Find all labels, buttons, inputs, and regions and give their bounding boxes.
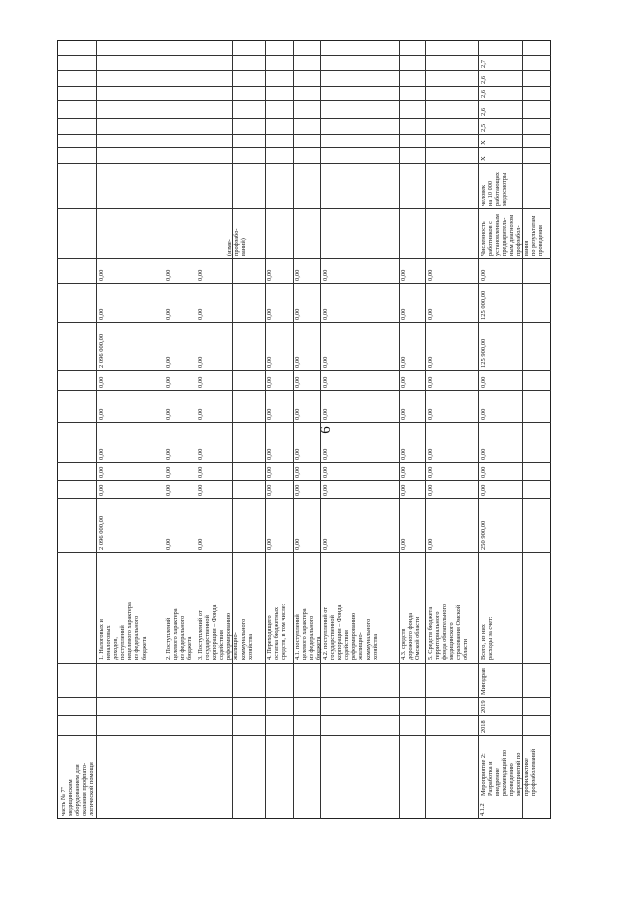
source-value: 0,00 <box>322 448 329 460</box>
row-line <box>57 735 551 736</box>
source-value: 0,00 <box>294 376 301 388</box>
measure-total-value: 0,00 <box>480 448 487 460</box>
source-value: 0,00 <box>197 269 204 281</box>
source-value: 0,00 <box>266 538 273 550</box>
source-value: 0,00 <box>400 538 407 550</box>
source-label: 5. Средств бюджета территориального фонда обязательного медицинского страхования Омской области <box>427 603 470 660</box>
source-label: 4.1. поступлений целевого характера из федерального бюджета <box>294 608 322 660</box>
part-header: часть № 7" медицинским оборудованием для оказания профпато- логической помощи <box>60 762 96 816</box>
column-line <box>425 40 426 819</box>
indicator-name: Численность работников с установленным предваритель- ным диагнозом профзабол- вания по результатам проведения <box>480 214 544 256</box>
source-value: 0,00 <box>266 448 273 460</box>
source-value: 0,00 <box>197 356 204 368</box>
source-value: 0,00 <box>322 538 329 550</box>
row-line <box>57 370 551 371</box>
measure-total-value: 0,00 <box>480 484 487 496</box>
source-value: 0,00 <box>294 538 301 550</box>
measure-total-value: 250 900,00 <box>480 520 487 550</box>
source-value: 0,00 <box>322 466 329 478</box>
indicator-value: 2,6 <box>480 107 487 116</box>
source-value: 0,00 <box>165 408 172 420</box>
measure-total-value: 0,00 <box>480 466 487 478</box>
source-value: 0,00 <box>165 376 172 388</box>
source-value: 0,00 <box>98 269 105 281</box>
source-value: 0,00 <box>294 466 301 478</box>
measure-number: 4.1.2 <box>479 803 486 816</box>
source-value: 0,00 <box>400 376 407 388</box>
source-value: 0,00 <box>427 308 434 320</box>
source-value: 2 096 000,00 <box>98 515 105 550</box>
source-value: 0,00 <box>165 308 172 320</box>
measure-executor: Минздрав <box>480 668 487 695</box>
measure-total-value: 125 000,00 <box>480 290 487 320</box>
row-line <box>57 422 551 423</box>
source-value: 0,00 <box>266 376 273 388</box>
source-value: 0,00 <box>98 376 105 388</box>
source-value: 0,00 <box>165 356 172 368</box>
source-value: 0,00 <box>98 448 105 460</box>
source-label: 1. Налоговых и неналоговых доходов, поступлений нецелевого характера из федерального бюджета <box>98 602 148 660</box>
measure-total-value: 0,00 <box>480 269 487 281</box>
column-line <box>293 40 294 819</box>
measure-title: Мероприятие 2: Разработка и внедрение рекомендаций по проведению мероприятий по профилактике профзаболеваний <box>480 748 537 796</box>
source-value: 0,00 <box>427 466 434 478</box>
source-value: 0,00 <box>266 308 273 320</box>
row-line <box>57 55 551 56</box>
source-value: 0,00 <box>294 448 301 460</box>
source-value: 0,00 <box>266 408 273 420</box>
row-line <box>57 697 551 698</box>
indicator-value: 2,6 <box>480 75 487 84</box>
source-label: 4. Переходящего остатка бюджетных средств, в том числе: <box>266 603 288 660</box>
row-line <box>57 86 551 87</box>
source-value: 0,00 <box>165 269 172 281</box>
source-value: 0,00 <box>322 484 329 496</box>
source-value: 0,00 <box>427 408 434 420</box>
source-value: 0,00 <box>400 269 407 281</box>
source-label: 3. Поступлений от государственной корпорации – Фонда содействия реформированию жилищно- коммунального хозяйства <box>197 604 254 660</box>
source-value: 0,00 <box>400 448 407 460</box>
row-line <box>57 258 551 259</box>
row-line <box>57 552 551 553</box>
column-line <box>265 40 266 819</box>
row-line <box>57 70 551 71</box>
source-value: 0,00 <box>197 408 204 420</box>
measure-total-value: 0,00 <box>480 408 487 420</box>
source-value: 0,00 <box>427 269 434 281</box>
source-value: 0,00 <box>427 376 434 388</box>
indicator-unit: человек на 10 000 работающих медосмотры <box>480 172 509 206</box>
column-line <box>522 40 523 819</box>
source-value: 0,00 <box>165 538 172 550</box>
page-number: 6 <box>318 426 334 434</box>
column-line <box>399 40 400 819</box>
row-line <box>57 147 551 148</box>
source-value: 0,00 <box>400 308 407 320</box>
source-value: 0,00 <box>322 308 329 320</box>
source-value: 0,00 <box>266 269 273 281</box>
source-value: 0,00 <box>294 308 301 320</box>
source-value: 0,00 <box>266 356 273 368</box>
source-value: 0,00 <box>322 408 329 420</box>
row-line <box>57 322 551 323</box>
indicator-value: 2,6 <box>480 89 487 98</box>
source-label: 4.2. поступлений от государственной корпорации – Фонда содействия реформированию жилищно- коммунального хозяйства <box>322 604 379 660</box>
source-value: 0,00 <box>400 466 407 478</box>
source-value: 0,00 <box>98 466 105 478</box>
source-value: 0,00 <box>165 484 172 496</box>
source-value: 0,00 <box>98 308 105 320</box>
source-value: 0,00 <box>98 484 105 496</box>
source-value: 0,00 <box>322 376 329 388</box>
source-value: 0,00 <box>197 308 204 320</box>
source-value: 0,00 <box>98 408 105 420</box>
column-line <box>320 40 321 819</box>
source-value: 0,00 <box>427 356 434 368</box>
source-value: 0,00 <box>400 356 407 368</box>
row-line <box>57 663 551 664</box>
measure-total-value: 125 900,00 <box>480 338 487 368</box>
source-value: 0,00 <box>400 484 407 496</box>
measure-year-start: 2018 <box>480 720 487 733</box>
measure-year-end: 2019 <box>480 700 487 713</box>
source-value: 0,00 <box>197 448 204 460</box>
row-line <box>57 283 551 284</box>
column-line <box>232 40 233 819</box>
source-value: 0,00 <box>427 448 434 460</box>
source-value: 0,00 <box>266 466 273 478</box>
indicator-value: 2,5 <box>480 123 487 132</box>
source-value: 0,00 <box>322 269 329 281</box>
source-value: 0,00 <box>165 466 172 478</box>
source-label: 2. Поступлений целевого характера из федерального бюджета <box>165 608 194 660</box>
row-line <box>57 480 551 481</box>
row-line <box>57 134 551 135</box>
row-line <box>57 208 551 209</box>
indicator-value: X <box>480 156 487 161</box>
row-line <box>57 462 551 463</box>
column-line <box>478 40 479 819</box>
source-value: 2 096 000,00 <box>98 333 105 368</box>
measure-total-label: Всего, из них расходы за счет: <box>480 616 495 660</box>
row-line <box>57 715 551 716</box>
source-value: 0,00 <box>294 269 301 281</box>
source-value: 0,00 <box>197 466 204 478</box>
row-line <box>57 118 551 119</box>
indicator-value: X <box>480 140 487 145</box>
source-label: 4.3. средств дорожного фонда Омской области <box>400 612 422 660</box>
source-value: 0,00 <box>266 484 273 496</box>
row-line <box>57 498 551 499</box>
row-line <box>57 100 551 101</box>
source-value: 0,00 <box>294 408 301 420</box>
source-value: 0,00 <box>400 408 407 420</box>
source-value: 0,00 <box>197 538 204 550</box>
indicator-value: 2,7 <box>480 59 487 68</box>
column-line <box>96 40 97 819</box>
row-line <box>57 163 551 164</box>
source-value: 0,00 <box>197 484 204 496</box>
table-border <box>57 40 551 819</box>
source-value: 0,00 <box>322 356 329 368</box>
source-value: 0,00 <box>294 356 301 368</box>
row-line <box>57 390 551 391</box>
source-value: 0,00 <box>197 376 204 388</box>
source-value: 0,00 <box>294 484 301 496</box>
source-value: 0,00 <box>427 538 434 550</box>
source-value: 0,00 <box>427 484 434 496</box>
measure-total-value: 0,00 <box>480 376 487 388</box>
source-value: 0,00 <box>165 448 172 460</box>
indicator-top-note: (изме- профзабо- ваний) <box>226 228 248 256</box>
